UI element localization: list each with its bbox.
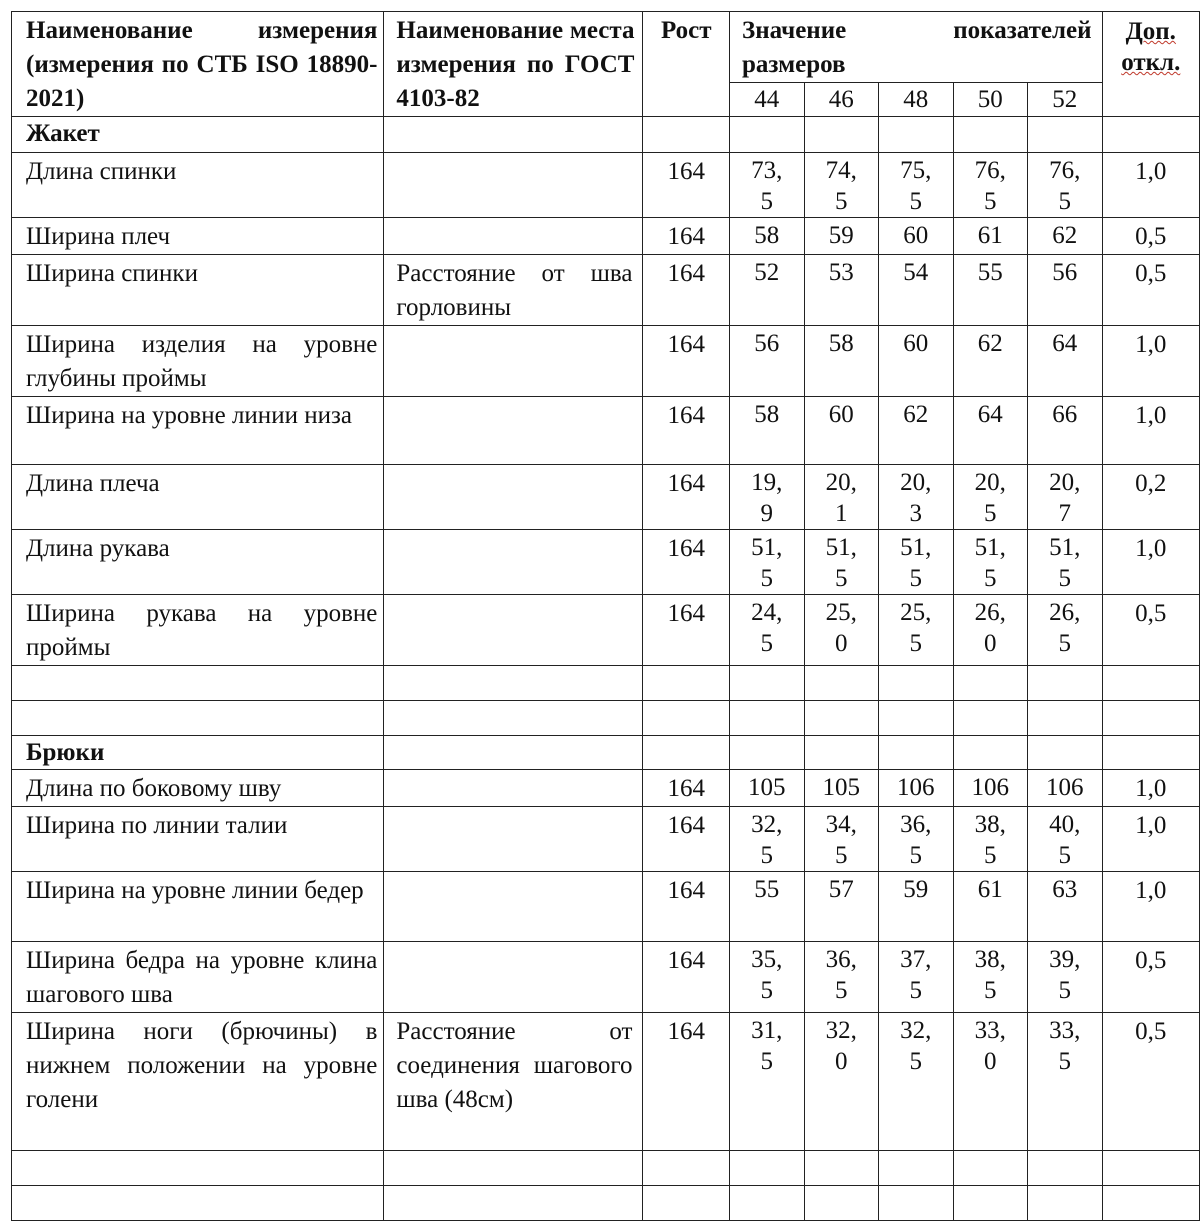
- table-row: [12, 465, 1200, 530]
- measurement-place: [384, 942, 643, 1013]
- empty-cell: [384, 736, 643, 770]
- empty-row: [12, 1186, 1200, 1221]
- measurement-name: Ширина на уровне линии низа: [12, 397, 384, 465]
- empty-cell: [879, 1151, 954, 1186]
- size-value: 59: [879, 872, 954, 942]
- empty-cell: [804, 666, 879, 701]
- measurement-place: [384, 397, 643, 465]
- size-value: 74, 5: [804, 153, 879, 218]
- empty-cell: [730, 701, 805, 736]
- header-measurement-place: Наименование места измерения по ГОСТ 4103-82: [384, 12, 643, 117]
- tolerance-value: 0,5: [1102, 1013, 1199, 1151]
- height-value: 164: [643, 218, 730, 255]
- measurement-place: [384, 807, 643, 872]
- empty-cell: [953, 701, 1028, 736]
- size-value: 62: [1028, 218, 1103, 255]
- size-value: 26, 5: [1028, 595, 1103, 666]
- table-row: [12, 807, 1200, 872]
- empty-cell: [804, 1186, 879, 1221]
- size-value: 20, 3: [879, 465, 954, 530]
- empty-cell: [730, 117, 805, 153]
- size-value: 60: [804, 397, 879, 465]
- tolerance-value: 0,5: [1102, 942, 1199, 1013]
- height-value: 164: [643, 326, 730, 397]
- header-tolerance: Доп. откл.: [1102, 12, 1199, 117]
- size-value: 33, 0: [953, 1013, 1028, 1151]
- size-value: 60: [879, 218, 954, 255]
- measurement-name: Длина по боковому шву: [12, 770, 384, 807]
- size-value: 33, 5: [1028, 1013, 1103, 1151]
- measurement-place: [384, 770, 643, 807]
- size-50: 50: [953, 83, 1028, 117]
- height-value: 164: [643, 872, 730, 942]
- header-measurement-name: Наименование измерения (измерения по СТБ ISO 18890-2021): [12, 12, 384, 117]
- height-value: 164: [643, 255, 730, 326]
- empty-cell: [804, 701, 879, 736]
- empty-cell: [1102, 117, 1199, 153]
- empty-cell: [1028, 1151, 1103, 1186]
- table-row: [12, 872, 1200, 942]
- empty-cell: [879, 736, 954, 770]
- size-value: 106: [1028, 770, 1103, 807]
- size-value: 56: [730, 326, 805, 397]
- section-title: Жакет: [12, 117, 384, 153]
- height-value: 164: [643, 807, 730, 872]
- empty-cell: [643, 1151, 730, 1186]
- size-value: 20, 7: [1028, 465, 1103, 530]
- size-value: 56: [1028, 255, 1103, 326]
- empty-cell: [879, 117, 954, 153]
- tolerance-value: 1,0: [1102, 397, 1199, 465]
- empty-cell: [804, 117, 879, 153]
- measurement-place: [384, 326, 643, 397]
- size-value: 40, 5: [1028, 807, 1103, 872]
- size-value: 76, 5: [1028, 153, 1103, 218]
- measurement-place: [384, 530, 643, 595]
- size-value: 31, 5: [730, 1013, 805, 1151]
- empty-cell: [879, 1186, 954, 1221]
- size-value: 58: [730, 218, 805, 255]
- empty-cell: [12, 701, 384, 736]
- height-value: 164: [643, 530, 730, 595]
- table-row: [12, 530, 1200, 595]
- table-row: [12, 153, 1200, 218]
- empty-cell: [384, 701, 643, 736]
- size-value: 105: [730, 770, 805, 807]
- size-value: 37, 5: [879, 942, 954, 1013]
- empty-cell: [384, 666, 643, 701]
- size-value: 62: [879, 397, 954, 465]
- size-value: 57: [804, 872, 879, 942]
- empty-cell: [1102, 701, 1199, 736]
- empty-cell: [1028, 736, 1103, 770]
- measurement-name: Ширина плеч: [12, 218, 384, 255]
- empty-cell: [730, 736, 805, 770]
- empty-cell: [730, 1151, 805, 1186]
- size-value: 51, 5: [804, 530, 879, 595]
- empty-cell: [953, 666, 1028, 701]
- measurement-place: [384, 465, 643, 530]
- size-48: 48: [879, 83, 954, 117]
- empty-cell: [12, 1186, 384, 1221]
- size-52: 52: [1028, 83, 1103, 117]
- size-44: 44: [730, 83, 805, 117]
- size-value: 25, 5: [879, 595, 954, 666]
- size-value: 32, 5: [730, 807, 805, 872]
- section-row: [12, 736, 1200, 770]
- height-value: 164: [643, 1013, 730, 1151]
- tolerance-value: 0,2: [1102, 465, 1199, 530]
- measurement-name: Ширина по линии талии: [12, 807, 384, 872]
- size-value: 51, 5: [1028, 530, 1103, 595]
- tolerance-value: 0,5: [1102, 255, 1199, 326]
- size-value: 20, 1: [804, 465, 879, 530]
- size-value: 58: [730, 397, 805, 465]
- height-value: 164: [643, 465, 730, 530]
- height-value: 164: [643, 595, 730, 666]
- size-value: 39, 5: [1028, 942, 1103, 1013]
- measurement-name: Ширина на уровне линии бедер: [12, 872, 384, 942]
- empty-cell: [804, 1151, 879, 1186]
- size-value: 32, 0: [804, 1013, 879, 1151]
- measurement-place: [384, 218, 643, 255]
- height-value: 164: [643, 770, 730, 807]
- table-row: [12, 1013, 1200, 1151]
- size-value: 66: [1028, 397, 1103, 465]
- height-value: 164: [643, 942, 730, 1013]
- tolerance-value: 1,0: [1102, 872, 1199, 942]
- section-title: Брюки: [12, 736, 384, 770]
- measurement-place: Расстояние от шва горловины: [384, 255, 643, 326]
- size-value: 55: [730, 872, 805, 942]
- header-height: Рост: [643, 12, 730, 117]
- size-value: 35, 5: [730, 942, 805, 1013]
- height-value: 164: [643, 397, 730, 465]
- size-value: 53: [804, 255, 879, 326]
- size-value: 34, 5: [804, 807, 879, 872]
- table-row: [12, 326, 1200, 397]
- size-value: 38, 5: [953, 807, 1028, 872]
- size-value: 106: [879, 770, 954, 807]
- measurement-place: Расстояние от соединения шагового шва (48см): [384, 1013, 643, 1151]
- size-value: 76, 5: [953, 153, 1028, 218]
- tolerance-value: 0,5: [1102, 595, 1199, 666]
- empty-cell: [953, 117, 1028, 153]
- size-value: 58: [804, 326, 879, 397]
- empty-cell: [879, 666, 954, 701]
- size-value: 26, 0: [953, 595, 1028, 666]
- measurement-place: [384, 153, 643, 218]
- empty-cell: [643, 666, 730, 701]
- table-row: [12, 770, 1200, 807]
- measurement-name: Ширина изделия на уровне глубины проймы: [12, 326, 384, 397]
- tolerance-value: 1,0: [1102, 770, 1199, 807]
- empty-cell: [730, 1186, 805, 1221]
- size-value: 59: [804, 218, 879, 255]
- measurement-name: Ширина ноги (брючины) в нижнем положении на уровне голени: [12, 1013, 384, 1151]
- empty-cell: [12, 1151, 384, 1186]
- empty-cell: [384, 1151, 643, 1186]
- measurement-place: [384, 872, 643, 942]
- empty-cell: [384, 1186, 643, 1221]
- empty-cell: [879, 701, 954, 736]
- size-value: 73, 5: [730, 153, 805, 218]
- tolerance-value: 1,0: [1102, 326, 1199, 397]
- measurement-name: Ширина рукава на уровне проймы: [12, 595, 384, 666]
- size-value: 60: [879, 326, 954, 397]
- size-value: 32, 5: [879, 1013, 954, 1151]
- size-value: 51, 5: [953, 530, 1028, 595]
- size-value: 64: [953, 397, 1028, 465]
- section-row: [12, 117, 1200, 153]
- empty-cell: [1102, 736, 1199, 770]
- table-row: [12, 397, 1200, 465]
- empty-row: [12, 701, 1200, 736]
- empty-cell: [953, 1151, 1028, 1186]
- empty-cell: [643, 117, 730, 153]
- measurement-name: Длина рукава: [12, 530, 384, 595]
- size-value: 61: [953, 872, 1028, 942]
- tolerance-value: 1,0: [1102, 530, 1199, 595]
- measurement-place: [384, 595, 643, 666]
- measurement-name: Длина плеча: [12, 465, 384, 530]
- size-value: 54: [879, 255, 954, 326]
- header-size-values: Значение показателей размеров: [730, 12, 1103, 83]
- empty-cell: [1102, 1151, 1199, 1186]
- empty-cell: [730, 666, 805, 701]
- empty-row: [12, 666, 1200, 701]
- size-value: 105: [804, 770, 879, 807]
- size-value: 75, 5: [879, 153, 954, 218]
- size-value: 25, 0: [804, 595, 879, 666]
- empty-cell: [1028, 666, 1103, 701]
- empty-cell: [643, 701, 730, 736]
- table-row: [12, 942, 1200, 1013]
- tolerance-value: 1,0: [1102, 807, 1199, 872]
- size-value: 63: [1028, 872, 1103, 942]
- size-value: 106: [953, 770, 1028, 807]
- height-value: 164: [643, 153, 730, 218]
- size-value: 51, 5: [879, 530, 954, 595]
- table-row: [12, 218, 1200, 255]
- empty-cell: [643, 736, 730, 770]
- size-value: 52: [730, 255, 805, 326]
- empty-cell: [804, 736, 879, 770]
- size-value: 24, 5: [730, 595, 805, 666]
- size-value: 36, 5: [879, 807, 954, 872]
- tolerance-value: 1,0: [1102, 153, 1199, 218]
- empty-cell: [1102, 666, 1199, 701]
- table-row: [12, 595, 1200, 666]
- empty-cell: [1028, 1186, 1103, 1221]
- measurements-table: [11, 11, 1200, 1221]
- empty-cell: [1028, 701, 1103, 736]
- empty-row: [12, 1151, 1200, 1186]
- size-46: 46: [804, 83, 879, 117]
- empty-cell: [643, 1186, 730, 1221]
- size-value: 36, 5: [804, 942, 879, 1013]
- size-value: 64: [1028, 326, 1103, 397]
- empty-cell: [384, 117, 643, 153]
- empty-cell: [1102, 1186, 1199, 1221]
- table-row: [12, 255, 1200, 326]
- measurement-name: Ширина бедра на уровне клина шагового шва: [12, 942, 384, 1013]
- measurement-name: Ширина спинки: [12, 255, 384, 326]
- size-value: 62: [953, 326, 1028, 397]
- size-value: 19, 9: [730, 465, 805, 530]
- size-value: 51, 5: [730, 530, 805, 595]
- empty-cell: [953, 1186, 1028, 1221]
- size-value: 38, 5: [953, 942, 1028, 1013]
- size-value: 61: [953, 218, 1028, 255]
- empty-cell: [1028, 117, 1103, 153]
- size-value: 55: [953, 255, 1028, 326]
- measurement-name: Длина спинки: [12, 153, 384, 218]
- empty-cell: [953, 736, 1028, 770]
- size-value: 20, 5: [953, 465, 1028, 530]
- tolerance-value: 0,5: [1102, 218, 1199, 255]
- empty-cell: [12, 666, 384, 701]
